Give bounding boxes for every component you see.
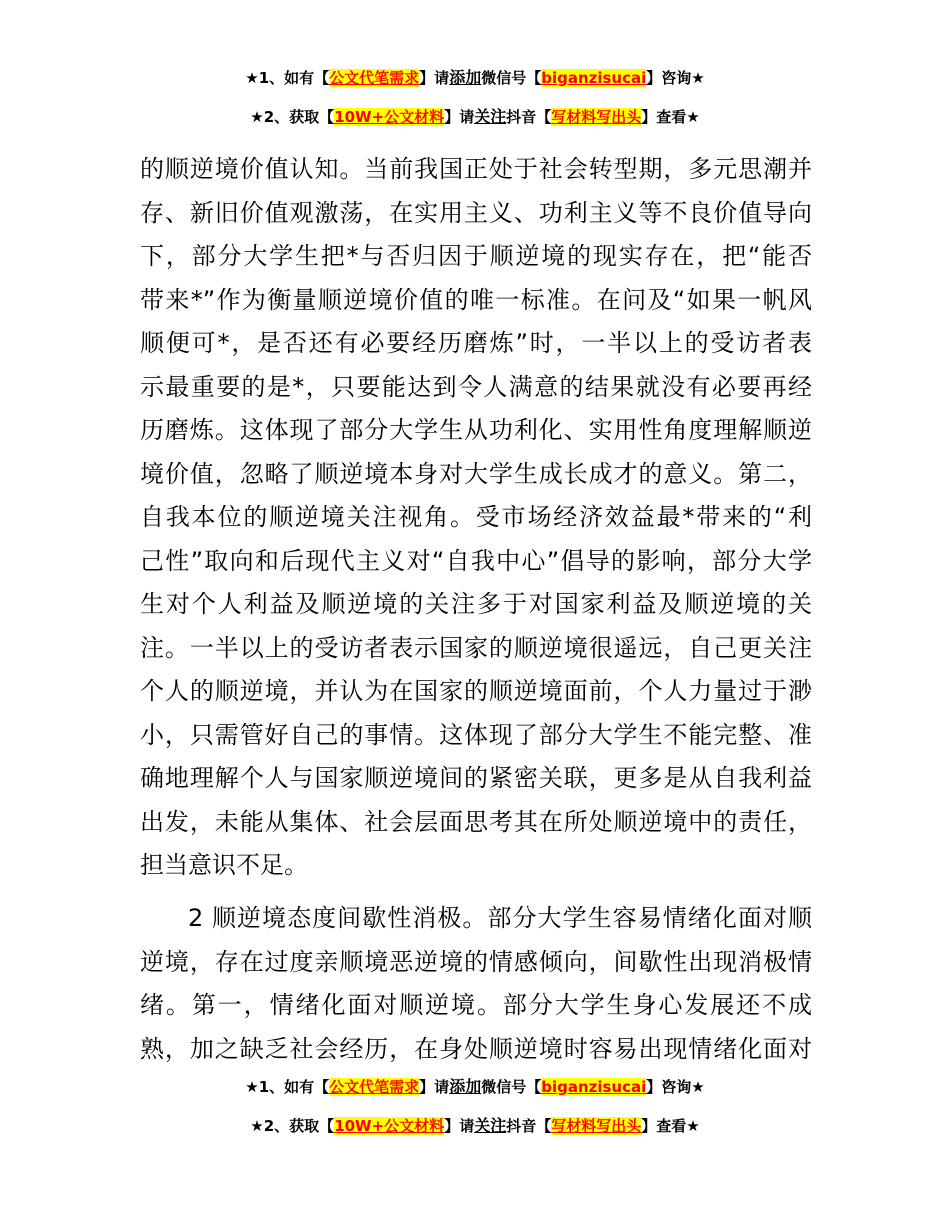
footer-1-suffix: 】咨询★ <box>646 1078 705 1096</box>
text-line: 历磨炼。这体现了部分大学生从功利化、实用性角度理解顺逆 <box>140 416 812 444</box>
text-line: 确地理解个人与国家顺逆境间的紧密关联，更多是从自我利益 <box>140 764 812 792</box>
footer-2-text-a: 】请 <box>444 1117 475 1135</box>
footer-2-text-b: 抖音【 <box>506 1117 552 1135</box>
text-line: 存、新旧价值观激荡，在实用主义、功利主义等不良价值导向 <box>140 198 812 227</box>
header-2-highlight-materials: 10W+公文材料 <box>334 108 445 126</box>
header-1-highlight-service: 公文代笔需求 <box>329 69 420 87</box>
text-line: 示最重要的是*，只要能达到令人满意的结果就没有必要再经 <box>140 372 812 401</box>
text-line: 境价值，忽略了顺逆境本身对大学生成长成才的意义。第二， <box>140 459 812 488</box>
footer-2-highlight-materials: 10W+公文材料 <box>334 1117 445 1135</box>
footer-2-suffix: 】查看★ <box>641 1117 700 1135</box>
footer-2-prefix: ★2、获取【 <box>250 1117 335 1135</box>
text-line: 生对个人利益及顺逆境的关注多于对国家利益及顺逆境的关 <box>140 590 812 618</box>
text-line: 下，部分大学生把*与否归因于顺逆境的现实存在，把“能否 <box>140 242 812 270</box>
text-line: 2 顺逆境态度间歇性消极。部分大学生容易情绪化面对顺 <box>188 904 812 932</box>
header-1-text-b: 微信号【 <box>481 69 542 87</box>
header-1-text-a: 】请 <box>419 69 450 87</box>
header-2-underline-follow: 关注 <box>474 107 507 126</box>
header-1-highlight-wechat-id: biganzisucai <box>541 69 647 87</box>
header-2-text-b: 抖音【 <box>506 108 552 126</box>
text-line: 自我本位的顺逆境关注视角。受市场经济效益最*带来的“利 <box>140 503 812 531</box>
text-line: 注。一半以上的受访者表示国家的顺逆境很遥远，自己更关注 <box>140 633 812 662</box>
paragraph-2 <box>140 897 812 1071</box>
footer-1-underline-add: 添加 <box>449 1077 482 1096</box>
footer-line-1 <box>0 1076 950 1098</box>
footer-1-highlight-service: 公文代笔需求 <box>329 1078 420 1096</box>
footer-1-highlight-wechat-id: biganzisucai <box>541 1078 647 1096</box>
header-2-highlight-douyin: 写材料写出头 <box>551 108 642 126</box>
text-line: 熟，加之缺乏社会经历，在身处顺逆境时容易出现情绪化面对 <box>140 1034 812 1063</box>
text-line: 带来*”作为衡量顺逆境价值的唯一标准。在问及“如果一帆风 <box>140 285 812 314</box>
footer-1-text-a: 】请 <box>419 1078 450 1096</box>
text-line: 担当意识不足。 <box>140 851 308 879</box>
header-2-text-a: 】请 <box>444 108 475 126</box>
header-1-prefix: ★1、如有【 <box>245 69 330 87</box>
text-line: 小，只需管好自己的事情。这体现了部分大学生不能完整、准 <box>140 720 812 749</box>
footer-1-prefix: ★1、如有【 <box>245 1078 330 1096</box>
footer-2-underline-follow: 关注 <box>474 1116 507 1135</box>
header-line-1 <box>0 67 950 89</box>
text-line: 个人的顺逆境，并认为在国家的顺逆境面前，个人力量过于渺 <box>140 677 812 705</box>
paragraph-1 <box>140 148 812 888</box>
text-line: 的顺逆境价值认知。当前我国正处于社会转型期，多元思潮并 <box>140 155 812 183</box>
footer-line-2 <box>0 1115 950 1137</box>
footer-2-highlight-douyin: 写材料写出头 <box>551 1117 642 1135</box>
text-line: 绪。第一，情绪化面对顺逆境。部分大学生身心发展还不成 <box>140 991 812 1019</box>
text-line: 己性”取向和后现代主义对“自我中心”倡导的影响，部分大学 <box>140 546 812 575</box>
header-1-underline-add: 添加 <box>449 68 482 87</box>
header-2-suffix: 】查看★ <box>641 108 700 126</box>
text-line: 出发，未能从集体、社会层面思考其在所处顺逆境中的责任， <box>140 807 812 836</box>
text-line: 逆境，存在过度亲顺境恶逆境的情感倾向，间歇性出现消极情 <box>140 947 812 976</box>
header-2-prefix: ★2、获取【 <box>250 108 335 126</box>
header-line-2 <box>0 106 950 128</box>
footer-1-text-b: 微信号【 <box>481 1078 542 1096</box>
text-line: 顺便可*，是否还有必要经历磨炼”时，一半以上的受访者表 <box>140 329 812 357</box>
header-1-suffix: 】咨询★ <box>646 69 705 87</box>
